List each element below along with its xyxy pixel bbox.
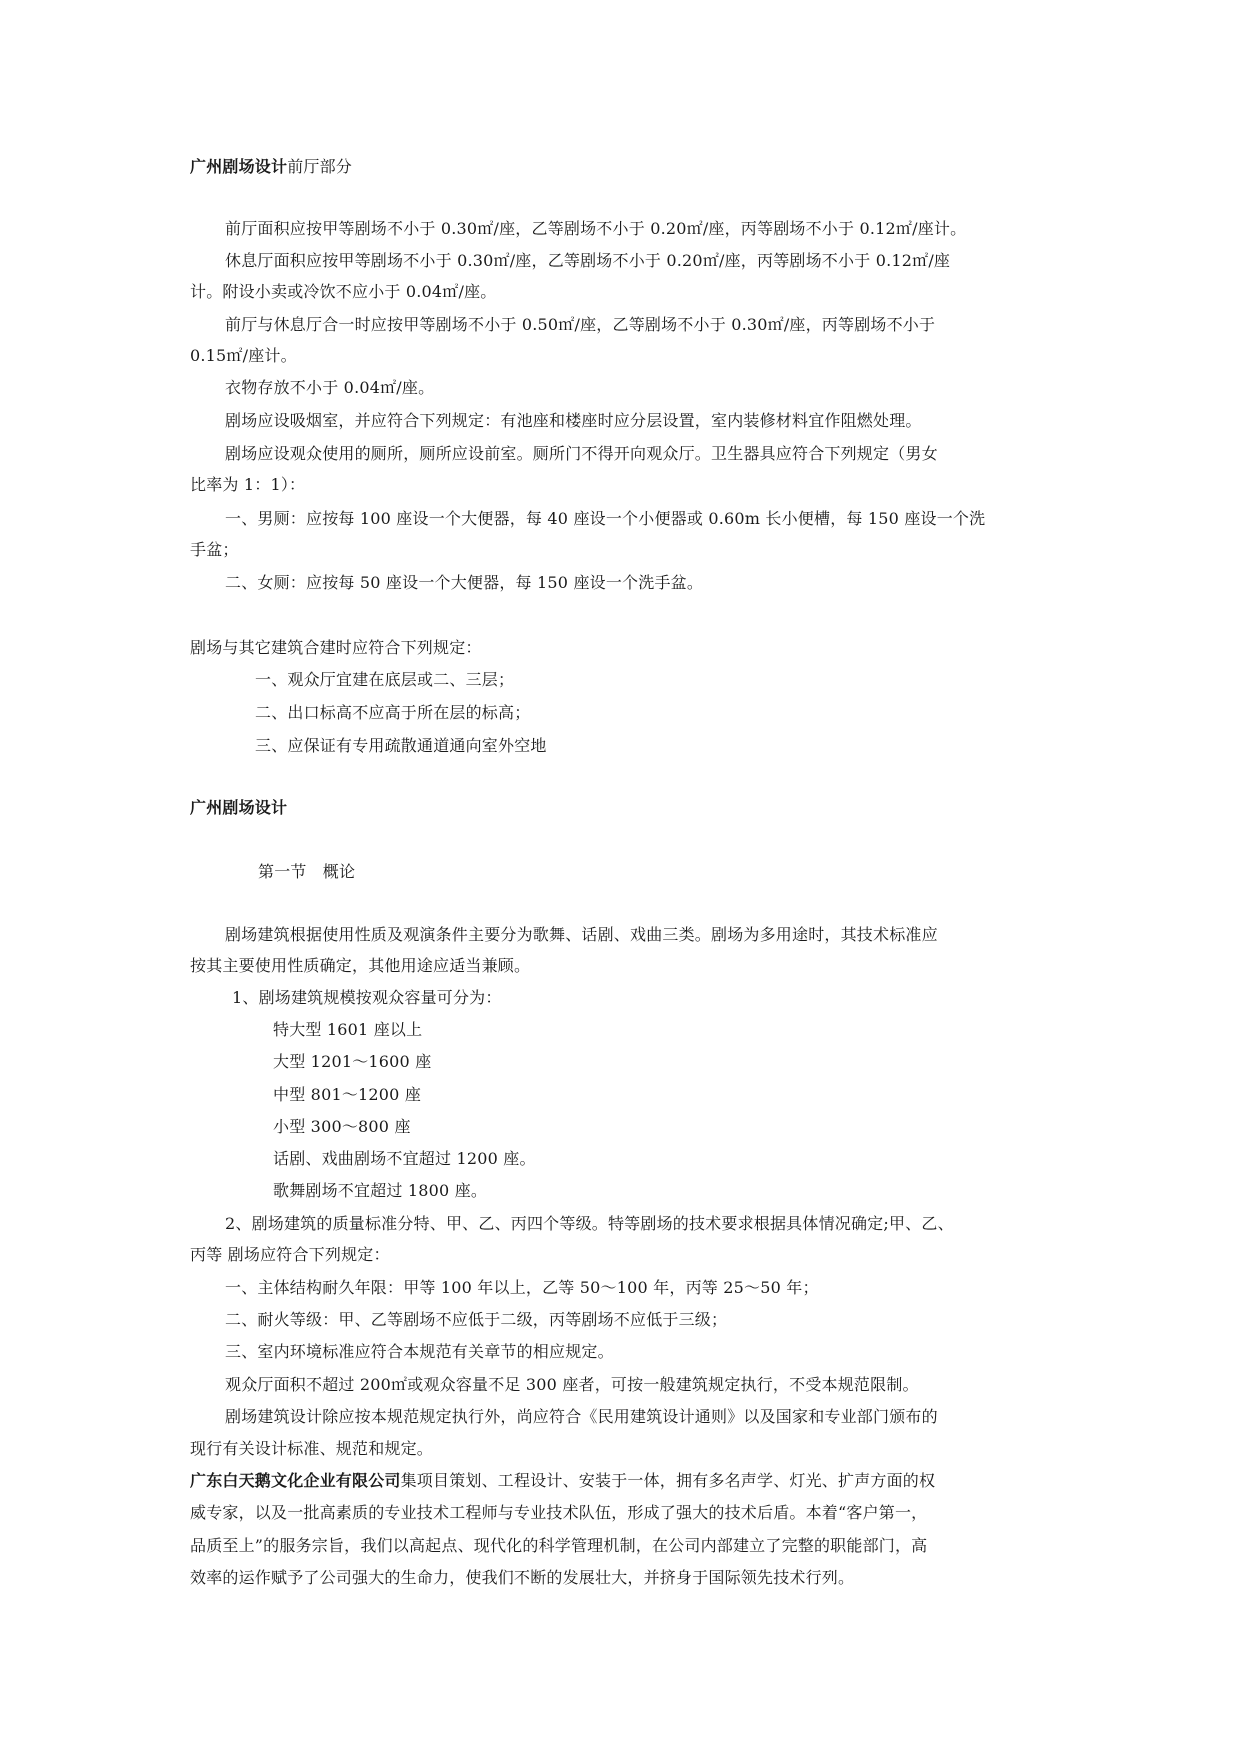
paragraph-continuation: 计。附设小卖或冷饮不应小于 0.04㎡/座。: [190, 282, 497, 301]
company-paragraph-line: 效率的运作赋予了公司强大的生命力，使我们不断的发展壮大，并挤身于国际领先技术行列。: [190, 1568, 855, 1587]
paragraph-continuation: 按其主要使用性质确定，其他用途应适当兼顾。: [190, 956, 531, 975]
paragraph: 衣物存放不小于 0.04㎡/座。: [225, 378, 435, 397]
section3-heading: 第一节 概论: [258, 862, 356, 881]
company-name: 广东白天鹅文化企业有限公司: [190, 1471, 401, 1490]
list-item: 小型 300～800 座: [273, 1117, 411, 1136]
list-item: 三、应保证有专用疏散通道通向室外空地: [255, 736, 547, 755]
paragraph: 剧场应设吸烟室，并应符合下列规定：有池座和楼座时应分层设置，室内装修材料宜作阻燃处理。: [225, 411, 922, 430]
paragraph: 观众厅面积不超过 200㎡或观众容量不足 300 座者，可按一般建筑规定执行，不受本规范限制。: [225, 1375, 919, 1394]
list-item: 三、室内环境标准应符合本规范有关章节的相应规定。: [225, 1342, 614, 1361]
paragraph: 剧场应设观众使用的厕所，厕所应设前室。厕所门不得开向观众厅。卫生器具应符合下列规定（男女: [225, 444, 938, 463]
paragraph: 2、剧场建筑的质量标准分特、甲、乙、丙四个等级。特等剧场的技术要求根据具体情况确定;甲、乙、: [225, 1214, 954, 1233]
list-item: 话剧、戏曲剧场不宜超过 1200 座。: [273, 1149, 536, 1168]
paragraph: 二、女厕：应按每 50 座设一个大便器，每 150 座设一个洗手盆。: [225, 573, 704, 592]
section1-title-bold: 广州剧场设计: [190, 157, 288, 176]
list-item: 特大型 1601 座以上: [273, 1020, 423, 1039]
scale-intro: 1、剧场建筑规模按观众容量可分为：: [232, 988, 502, 1007]
paragraph: 休息厅面积应按甲等剧场不小于 0.30㎡/座，乙等剧场不小于 0.20㎡/座，丙等剧场不小于 0.12㎡/座: [225, 251, 951, 270]
paragraph-continuation: 比率为 1：1）：: [190, 475, 306, 494]
section3-title: 广州剧场设计: [190, 798, 288, 817]
paragraph-continuation: 手盆；: [190, 540, 239, 559]
paragraph-continuation: 现行有关设计标准、规范和规定。: [190, 1439, 434, 1458]
paragraph: 前厅面积应按甲等剧场不小于 0.30㎡/座，乙等剧场不小于 0.20㎡/座，丙等剧场不小于 0.12㎡/座计。: [225, 219, 967, 238]
paragraph-continuation: 丙等 剧场应符合下列规定：: [190, 1245, 390, 1264]
paragraph: 前厅与休息厅合一时应按甲等剧场不小于 0.50㎡/座，乙等剧场不小于 0.30㎡/座，丙等剧场不小于: [225, 315, 936, 334]
company-paragraph-line: 威专家，以及一批高素质的专业技术工程师与专业技术队伍，形成了强大的技术后盾。本着“客户第一，: [190, 1503, 928, 1522]
paragraph: 一、男厕：应按每 100 座设一个大便器，每 40 座设一个小便器或 0.60m 长小便槽，每 150 座设一个洗: [225, 509, 986, 528]
section1-title: [190, 156, 352, 178]
paragraph: 剧场建筑根据使用性质及观演条件主要分为歌舞、话剧、戏曲三类。剧场为多用途时，其技术标准应: [225, 925, 938, 944]
list-item: 一、主体结构耐久年限：甲等 100 年以上，乙等 50～100 年，丙等 25～50 年；: [225, 1278, 819, 1297]
company-text: 集项目策划、工程设计、安装于一体，拥有多名声学、灯光、扩声方面的权: [400, 1471, 936, 1490]
list-item: 大型 1201～1600 座: [273, 1052, 432, 1071]
company-paragraph-line: 品质至上”的服务宗旨，我们以高起点、现代化的科学管理机制，在公司内部建立了完整的职能部门，高: [190, 1536, 928, 1555]
list-item: 二、出口标高不应高于所在层的标高；: [255, 703, 531, 722]
company-paragraph: [190, 1470, 935, 1492]
list-item: 中型 801～1200 座: [273, 1085, 422, 1104]
section1-title-rest: 前厅部分: [287, 157, 353, 176]
list-item: 二、耐火等级：甲、乙等剧场不应低于二级，丙等剧场不应低于三级；: [225, 1310, 728, 1329]
section2-intro: 剧场与其它建筑合建时应符合下列规定：: [190, 638, 482, 657]
list-item: 一、观众厅宜建在底层或二、三层；: [255, 670, 515, 689]
paragraph: 剧场建筑设计除应按本规范规定执行外，尚应符合《民用建筑设计通则》以及国家和专业部门颁布的: [225, 1407, 938, 1426]
list-item: 歌舞剧场不宜超过 1800 座。: [273, 1181, 488, 1200]
paragraph-continuation: 0.15㎡/座计。: [190, 346, 297, 365]
